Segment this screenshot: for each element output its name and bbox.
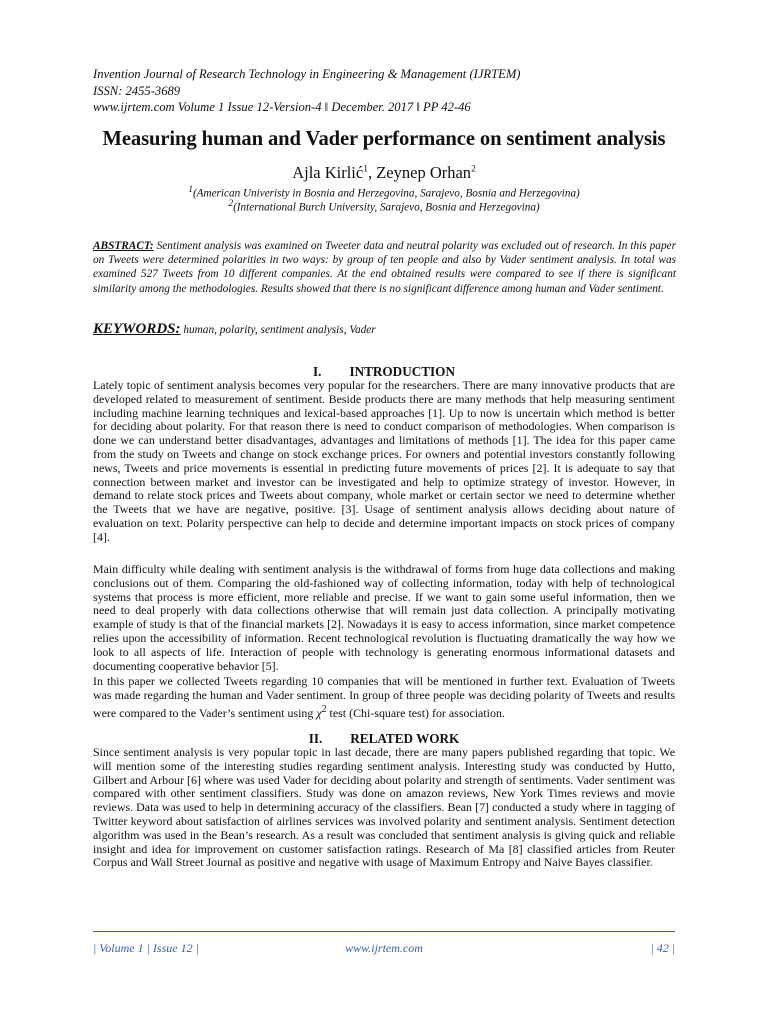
intro-paragraph-3 bbox=[93, 675, 675, 720]
keywords-text: human, polarity, sentiment analysis, Vader bbox=[180, 324, 376, 336]
paragraph-text: In this paper we collected Tweets regarding 10 companies that will be mentioned in further text. Evaluation of Tweets was made regarding the human and Vader sentiment. In group of three people was deciding polarity of Tweets and results were compared to the Vader’s sentiment using bbox=[93, 674, 675, 720]
author-affiliation-mark: 1 bbox=[363, 164, 368, 175]
author-separator: , bbox=[367, 163, 377, 182]
journal-issue-info: www.ijrtem.com Volume 1 Issue 12-Version-4 ǁ December. 2017 ǁ PP 42-46 bbox=[93, 100, 471, 114]
chi-exponent: 2 bbox=[321, 703, 327, 715]
keywords bbox=[93, 321, 676, 338]
intro-paragraph-2: Main difficulty while dealing with sentiment analysis is the withdrawal of forms from huge data collections and making conclusions out of them. Comparing the old-fashioned way of collecting information, today with help of technological systems that process is more efficient, more reliable and precise. If we want to gain some useful information, then we need to deal properly with data collections otherwise that will remain just data collection. A principally motivating example of study is that of the financial markets [2]. Nowadays it is easy to access information, since market competence relies upon the accessibility of information. Recent technological revolution is fluctuating dramatically the way how we look to all aspects of life. Interaction of people with technology is generating enormous informational datasets and documenting cooperative behavior [5]. bbox=[93, 562, 675, 673]
affiliation-2 bbox=[0, 197, 768, 215]
journal-header bbox=[93, 66, 693, 116]
author-affiliation-mark: 2 bbox=[471, 164, 476, 175]
paragraph-text: test (Chi-square test) for association. bbox=[326, 705, 505, 720]
footer-page-number: | 42 | bbox=[650, 941, 675, 955]
abstract bbox=[93, 239, 676, 296]
affiliation-text: (International Burch University, Sarajevo, Bosnia and Herzegovina) bbox=[233, 201, 540, 214]
chi-symbol: χ bbox=[316, 705, 322, 720]
section-title: RELATED WORK bbox=[350, 731, 460, 746]
affiliation-mark: 2 bbox=[228, 199, 234, 209]
affiliation-mark: 1 bbox=[188, 185, 193, 195]
section-number: II. bbox=[308, 731, 323, 746]
abstract-label: ABSTRACT: bbox=[93, 240, 154, 252]
keywords-label: KEYWORDS: bbox=[93, 321, 181, 337]
section-title: INTRODUCTION bbox=[349, 364, 455, 379]
footer-rule bbox=[93, 931, 675, 932]
affiliation-text: (American Univeristy in Bosnia and Herzegovina, Sarajevo, Bosnia and Herzegovina) bbox=[192, 187, 580, 200]
paper-title: Measuring human and Vader performance on sentiment analysis bbox=[102, 128, 666, 150]
author-name: Zeynep Orhan bbox=[376, 163, 472, 182]
footer-website: www.ijrtem.com bbox=[345, 941, 423, 955]
abstract-text: Sentiment analysis was examined on Tweeter data and neutral polarity was excluded out of research. In this paper on Tweets were determined polarities in two ways: by group of ten people and also by Vader sentiment analysis. In total was examined 527 Tweets from 10 different companies. At the end obtained results were compared to see if there is significant similarity among the methodologies. Results showed that there is no significant difference among human and Vader sentiment. bbox=[93, 240, 676, 295]
author-name: Ajla Kirlić bbox=[292, 163, 364, 182]
journal-name: Invention Journal of Research Technology in Engineering & Management (IJRTEM) bbox=[93, 67, 521, 81]
author-list bbox=[0, 163, 768, 183]
intro-paragraph-1: Lately topic of sentiment analysis becomes very popular for the researchers. There are many innovative products that are developed related to measurement of sentiment. Beside products there are many methods that help measuring sentiment including machine learning techniques and lexical-based approaches [1]. Up to now is uncertain which method is better for deciding about polarity. For that reason there is need to conduct comparison of methodologies. When comparison is done we can understand better disadvantages, advantages and limitations of methods [1]. The idea for this paper came from the study on Tweets and change on stock exchange prices. For owners and potential investors constantly following news, Tweets and price movements is essential in predicting future movements of prices [2]. It is adequate to say that connection between market and investor can be investigated and help to optimize strategy of investor. However, in demand to relate stock prices and Tweets about company, whole market or certain sector we need to determine whether the Tweets that we have are negative, positive. [3]. Usage of sentiment analysis allows deciding about nature of evaluation on text. Polarity perspective can help to decide and determine important impacts on stock prices of company [4]. bbox=[93, 378, 675, 544]
section-number: I. bbox=[313, 364, 322, 379]
footer-volume: | Volume 1 | Issue 12 | bbox=[93, 941, 199, 955]
related-work-paragraph: Since sentiment analysis is very popular topic in last decade, there are many papers published regarding that topic. We will mention some of the interesting studies regarding sentiment analysis. Interesting study was conducted by Hutto, Gilbert and Arbour [6] where was used Vader for deciding about polarity and strength of sentiments. Vader sentiment was compared with other sentiment classifiers. Study was done on amazon reviews, New York Times reviews and movie reviews. Data was used to help in determining accuracy of the classifiers. Bean [7] conducted a study where in tagging of Twitter keyword about satisfaction of airlines services was involved polarity and sentiment analysis. Sentiment detection algorithm was used in the Bean’s research. As a result was concluded that sentiment analysis is giving quick and reliable insight and idea for improvement on customer satisfaction ratings. Research of Ma [8] classified articles from Reuter Corpus and Wall Street Journal as positive and negative with usage of Maximum Entropy and Naive Bayes classifier. bbox=[93, 745, 675, 870]
journal-issn: ISSN: 2455-3689 bbox=[93, 83, 181, 98]
